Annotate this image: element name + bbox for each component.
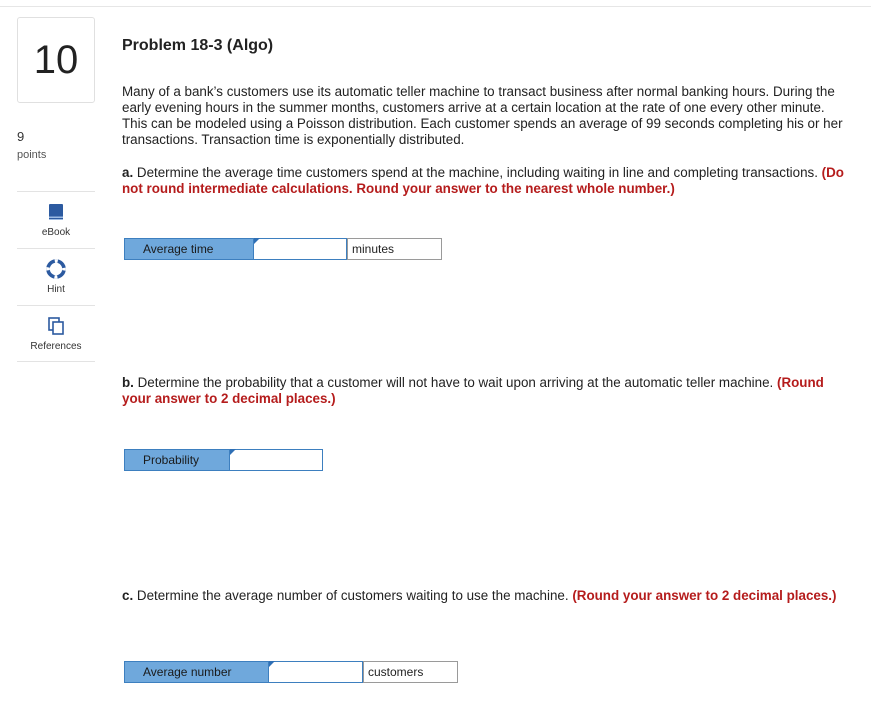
part-a-input-wrapper — [254, 238, 347, 260]
part-c-instruction: (Round your answer to 2 decimal places.) — [572, 588, 837, 603]
part-a-answer-label: Average time — [124, 238, 254, 260]
part-c-unit: customers — [363, 661, 458, 683]
ebook-label: eBook — [41, 227, 71, 238]
part-b-prompt — [122, 375, 852, 407]
part-b-answer-row — [124, 449, 323, 471]
points-value: 9 — [17, 129, 25, 144]
part-b-text: Determine the probability that a customer will not have to wait upon arriving at the automatic teller machine. — [133, 375, 777, 390]
question-number-badge — [17, 17, 95, 103]
part-b-input-wrapper — [230, 449, 323, 471]
problem-intro: Many of a bank’s customers use its automatic teller machine to transact business after normal banking hours. During the early evening hours in the summer months, customers arrive at a certain location at the rate of one every other minute. This can be modeled using a Poisson distribution. Each customer spends an average of 99 seconds completing his or her transactions. Transaction time is exponentially distributed. — [122, 84, 843, 147]
problem-title: Problem 18-3 (Algo) — [122, 37, 274, 54]
top-divider — [0, 6, 871, 7]
part-a-marker: a. — [122, 165, 134, 180]
points-label: points — [17, 149, 47, 161]
copy-pages-icon — [46, 316, 66, 336]
part-c-prompt — [122, 588, 852, 604]
part-a-unit: minutes — [347, 238, 442, 260]
part-a-text: Determine the average time customers spend at the machine, including waiting in line and completing transactions. — [133, 165, 822, 180]
part-c-answer-row — [124, 661, 458, 683]
part-b-instruction: (Round your answer to 2 decimal places.) — [122, 375, 824, 406]
part-a-answer-row — [124, 238, 442, 260]
question-number: 10 — [33, 37, 79, 82]
resource-tools — [17, 191, 95, 362]
part-c-input-wrapper — [269, 661, 363, 683]
average-time-input[interactable] — [254, 238, 347, 260]
book-icon — [46, 202, 66, 222]
lifebuoy-icon — [46, 259, 66, 279]
part-a-prompt — [122, 165, 852, 197]
hint-button[interactable] — [17, 248, 95, 305]
ebook-button[interactable] — [17, 191, 95, 248]
references-button[interactable] — [17, 305, 95, 362]
hint-label: Hint — [47, 284, 65, 295]
part-b-marker: b. — [122, 375, 134, 390]
references-label: References — [30, 340, 82, 352]
part-c-marker: c. — [122, 588, 134, 603]
probability-input[interactable] — [230, 449, 323, 471]
part-c-answer-label: Average number — [124, 661, 269, 683]
average-number-input[interactable] — [269, 661, 363, 683]
part-b-answer-label: Probability — [124, 449, 230, 471]
part-a-instruction: (Do not round intermediate calculations. Round your answer to the nearest whole number.) — [122, 165, 844, 196]
part-c-text: Determine the average number of customers waiting to use the machine. — [133, 588, 573, 603]
